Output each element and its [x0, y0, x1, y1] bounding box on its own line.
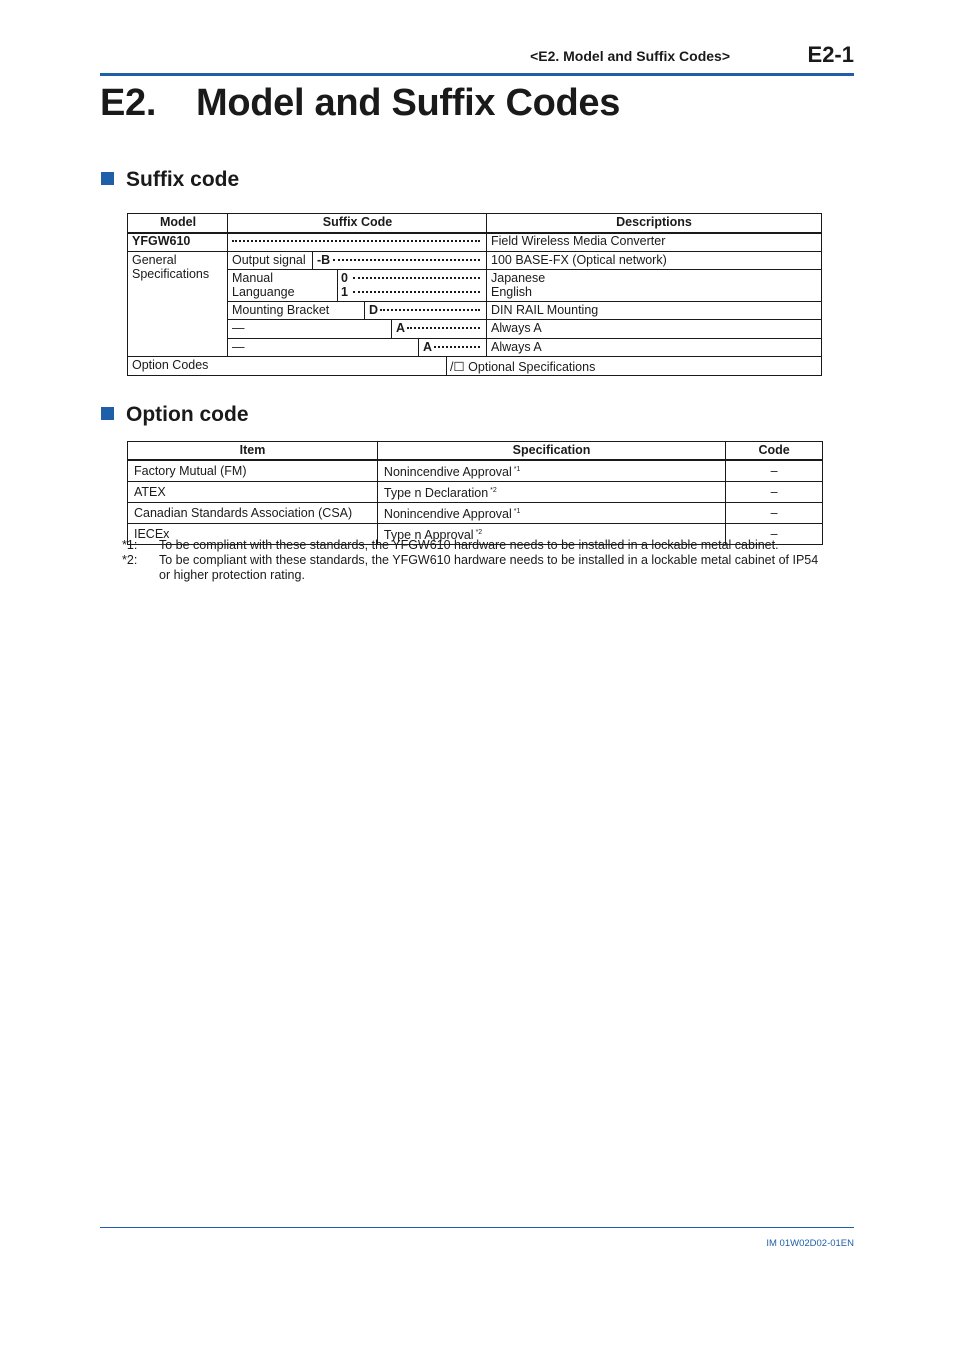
column-header-specification: Specification [377, 442, 725, 461]
chapter-title-text: Model and Suffix Codes [196, 82, 621, 124]
leader-dots [407, 327, 480, 329]
row-description: Always A [491, 340, 542, 354]
code-divider [391, 319, 392, 338]
option-code-marker: /☐ [450, 360, 465, 374]
column-divider [486, 214, 487, 356]
column-header-code: Code [726, 442, 823, 461]
leader-dots [434, 346, 480, 348]
option-code-heading [101, 403, 249, 427]
column-header-item: Item [128, 442, 378, 461]
option-code-heading-text: Option code [126, 403, 249, 426]
chapter-title [100, 82, 620, 125]
table-row [128, 482, 823, 503]
leader-dots [232, 240, 480, 242]
row-code: 1 [341, 285, 348, 299]
code-cell: – [726, 482, 823, 503]
footnote-ref: *2 [490, 487, 497, 494]
header-divider [128, 232, 821, 234]
table-row [128, 460, 823, 482]
page-number: E2-1 [807, 42, 854, 67]
row-description: Always A [491, 321, 542, 335]
specification-cell [377, 503, 725, 524]
footnote-mark: *1: [122, 538, 138, 552]
footnotes [122, 538, 827, 583]
code-divider [312, 251, 313, 270]
row-description-line: English [491, 285, 532, 299]
item-cell: Factory Mutual (FM) [128, 460, 378, 482]
footnote-ref: *1 [513, 466, 521, 473]
header-rule [100, 73, 854, 76]
running-head: <E2. Model and Suffix Codes> [530, 48, 730, 64]
leader-dots [380, 309, 480, 311]
suffix-code-heading [101, 168, 239, 192]
table-header-row [128, 442, 823, 461]
row-divider [228, 269, 821, 270]
footnote [122, 538, 827, 553]
group-label [132, 253, 209, 281]
code-divider [418, 338, 419, 356]
square-bullet-icon [101, 172, 114, 185]
row-description: 100 BASE-FX (Optical network) [491, 253, 667, 267]
square-bullet-icon [101, 407, 114, 420]
document-number: IM 01W02D02-01EN [766, 1238, 854, 1249]
row-code: -B [317, 253, 331, 267]
code-cell: – [726, 460, 823, 482]
option-code-table [127, 441, 823, 545]
row-item [232, 271, 295, 299]
code-divider [337, 269, 338, 302]
footnote-mark: *2: [122, 553, 138, 567]
specification-text: Nonincendive Approval [383, 507, 512, 521]
column-header-model: Model [159, 215, 197, 229]
footnote [122, 553, 827, 583]
row-code: A [396, 321, 406, 335]
chapter-number: E2. [100, 82, 157, 124]
specification-text: Type n Declaration [383, 486, 489, 500]
item-cell: Canadian Standards Association (CSA) [128, 503, 378, 524]
row-description: DIN RAIL Mounting [491, 303, 599, 317]
footnote-ref: *1 [513, 508, 521, 515]
footnote-text: To be compliant with these standards, the YFGW610 hardware needs to be installed in a lockable metal cabinet of IP54 or higher protection rating. [159, 553, 819, 582]
option-codes-label: Option Codes [132, 358, 209, 372]
code-cell: – [726, 524, 823, 545]
row-divider [228, 319, 821, 320]
option-codes-value [450, 359, 595, 374]
item-cell: ATEX [128, 482, 378, 503]
row-item: Output signal [232, 253, 306, 267]
table-row [128, 503, 823, 524]
model-description: Field Wireless Media Converter [491, 234, 666, 248]
column-header-descriptions: Descriptions [616, 215, 692, 229]
column-divider [446, 356, 447, 376]
row-divider [228, 301, 821, 302]
code-divider [364, 301, 365, 320]
row-divider [228, 338, 821, 339]
leader-dots [353, 291, 480, 293]
row-divider [128, 356, 821, 357]
suffix-code-heading-text: Suffix code [126, 168, 240, 191]
row-item-line: Languange [232, 285, 295, 299]
row-code: A [423, 340, 433, 354]
row-item: Mounting Bracket [232, 303, 330, 317]
column-divider [227, 214, 228, 356]
footnote-ref: *2 [475, 529, 483, 536]
row-item: — [232, 321, 245, 335]
row-item: — [232, 340, 245, 354]
row-description-line: Japanese [491, 271, 546, 285]
suffix-code-table [127, 213, 822, 376]
model-name: YFGW610 [132, 234, 191, 248]
footer-rule [100, 1227, 854, 1228]
row-description [491, 271, 545, 299]
option-codes-description: Optional Specifications [468, 360, 596, 374]
row-item-line: Manual [232, 271, 273, 285]
specification-cell [377, 460, 725, 482]
row-code: 0 [341, 271, 348, 285]
leader-dots [353, 277, 480, 279]
group-label-line: General [132, 253, 177, 267]
specification-cell [377, 482, 725, 503]
row-code: D [369, 303, 379, 317]
group-label-line: Specifications [132, 267, 210, 281]
code-cell: – [726, 503, 823, 524]
item-cell: IECEx [128, 524, 378, 545]
specification-text: Type n Approval [383, 528, 474, 542]
row-divider [128, 251, 821, 252]
column-header-suffix-code: Suffix Code [322, 215, 393, 229]
leader-dots [333, 259, 480, 261]
specification-text: Nonincendive Approval [383, 465, 512, 479]
footnote-text: To be compliant with these standards, the YFGW610 hardware needs to be installed in a lockable metal cabinet. [159, 538, 779, 552]
